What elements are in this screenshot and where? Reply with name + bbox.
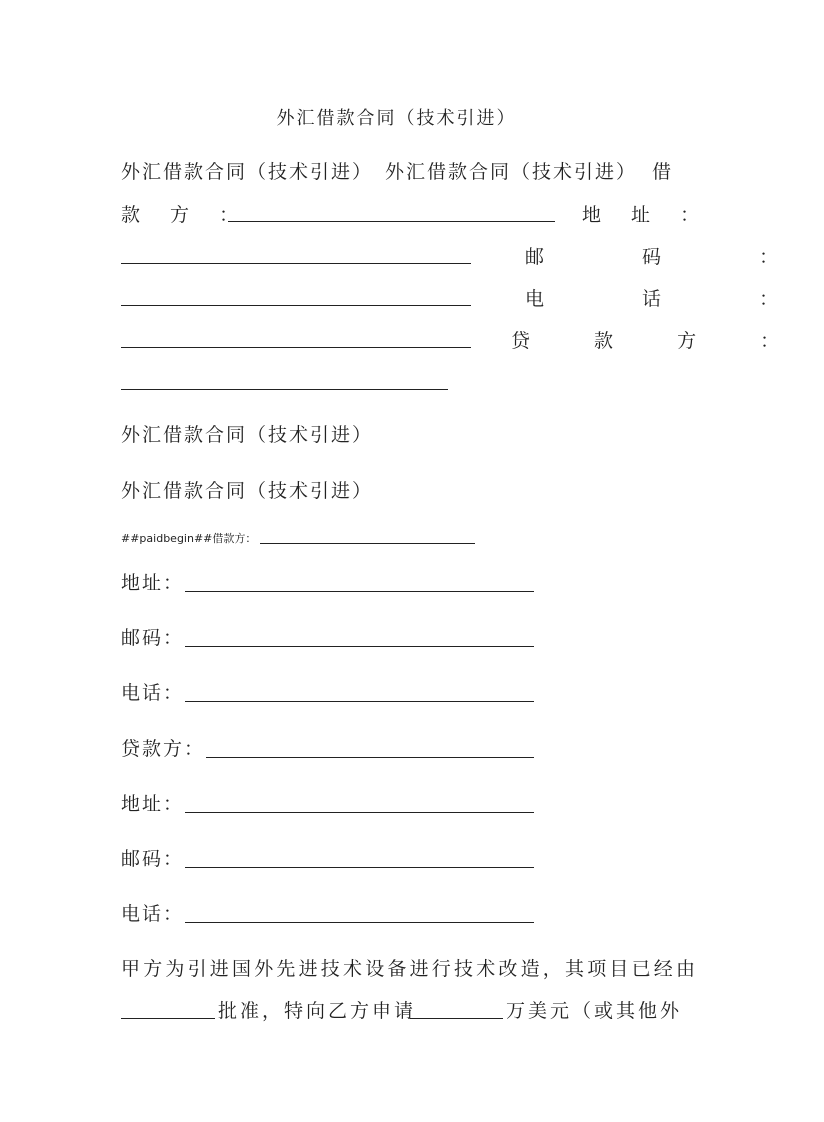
field-label-address-2: 地址： (121, 793, 185, 815)
field-blank-phone-2 (185, 922, 534, 923)
intro-phone-label: 电 话 ： (525, 288, 824, 310)
heading-repeat-1: 外汇借款合同（技术引进） (121, 424, 374, 446)
paid-marker-blank (260, 543, 475, 544)
intro-postcode-label: 邮 码 ： (525, 246, 824, 268)
body-blank-amount (410, 1018, 503, 1019)
field-blank-address-2 (185, 812, 534, 813)
field-label-postcode-2: 邮码： (121, 848, 185, 870)
intro-phone-blank (121, 347, 471, 348)
intro-lender-label: 贷 款 方 ： (511, 330, 809, 352)
intro-line1-part-c: 借 (652, 161, 674, 183)
field-blank-lender (206, 757, 534, 758)
body-line-1: 甲方为引进国外先进技术设备进行技术改造，其项目已经由 (121, 958, 699, 980)
field-label-address-1: 地址： (121, 572, 185, 594)
heading-repeat-2: 外汇借款合同（技术引进） (121, 480, 374, 502)
intro-postcode-blank (121, 305, 471, 306)
intro-line1-part-a: 外汇借款合同（技术引进） (121, 161, 374, 183)
intro-borrower-label: 款 方 ： (121, 204, 251, 226)
field-label-lender: 贷款方： (121, 738, 206, 760)
field-blank-postcode-2 (185, 867, 534, 868)
field-label-phone-1: 电话： (121, 682, 185, 704)
intro-address-label: 地 址 ： (582, 204, 712, 226)
intro-lender-blank (121, 389, 448, 390)
body-line-2-part-a: 批准，特向乙方申请 (218, 1000, 417, 1022)
body-blank-approver (121, 1018, 215, 1019)
intro-address-blank (121, 263, 471, 264)
intro-line1-part-b: 外汇借款合同（技术引进） (385, 161, 638, 183)
paid-marker-line: ##paidbegin##借款方： (121, 532, 257, 545)
body-line-2-part-b: 万美元（或其他外 (506, 1000, 683, 1022)
field-label-postcode-1: 邮码： (121, 627, 185, 649)
field-label-phone-2: 电话： (121, 903, 185, 925)
field-blank-postcode-1 (185, 646, 534, 647)
field-blank-address-1 (185, 591, 534, 592)
field-blank-phone-1 (185, 701, 534, 702)
document-title: 外汇借款合同（技术引进） (276, 108, 517, 129)
intro-borrower-blank (228, 221, 555, 222)
